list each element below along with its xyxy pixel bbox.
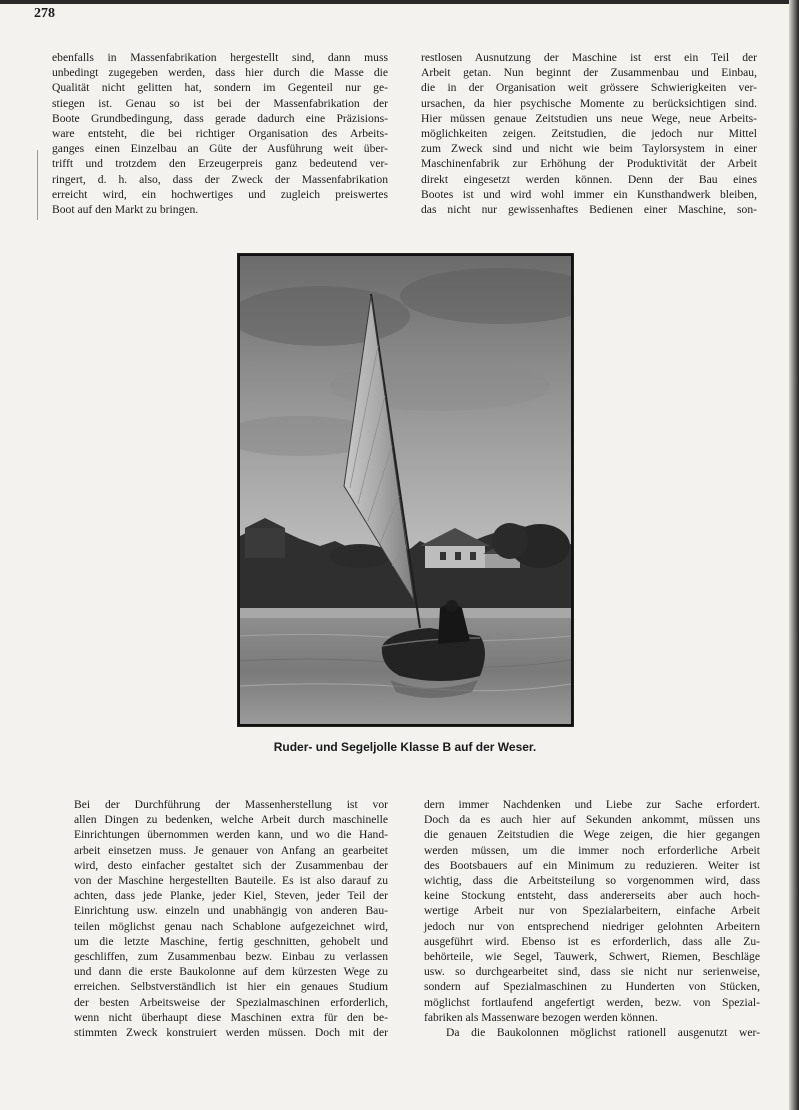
text-line: teilen möglichst genau nach Schablone aufgezeichnet wird, bbox=[74, 919, 388, 933]
text-line: wird, desto einfacher gestaltet sich der Zusammenbau der bbox=[74, 858, 388, 872]
text-line: Hier müssen genaue Zeitstudien uns neue Wege, neue Arbeits- bbox=[421, 111, 757, 125]
text-line: Arbeit getan. Nun beginnt der Zusammenbau und Einbau, bbox=[421, 66, 757, 80]
text-line: arbeit einsetzen muss. Je genauer von Anfang an gearbeitet bbox=[74, 843, 388, 857]
page-right-edge bbox=[789, 0, 799, 1110]
sailboat-photo-image bbox=[240, 256, 571, 724]
text-line: stiegen ist. Genau so ist bei der Massenfabrikation der bbox=[52, 96, 388, 110]
text-line: achten, dass jede Planke, jeder Kiel, Steven, jeder Teil der bbox=[74, 889, 388, 903]
text-line: wichtig, dass die Arbeitsteilung so vorgenommen wird, dass bbox=[424, 874, 760, 888]
text-line: Einrichtungen übernommen werden kann, und wo die Hand- bbox=[74, 828, 388, 842]
text-line: allen Dingen zu bedenken, welche Arbeit durch maschinelle bbox=[74, 813, 388, 827]
text-line: erreicht wird, ein hochwertiges und zugleich preiswertes bbox=[52, 187, 388, 201]
paragraph bbox=[421, 50, 757, 217]
text-column-bottom-left bbox=[52, 797, 388, 1040]
text-line: behörteile, wie Segel, Tauwerk, Schwert, Riemen, Beschläge bbox=[424, 950, 760, 964]
text-line: usw. so durchgearbeitet sind, dass sie nicht nur serienweise, bbox=[424, 965, 760, 979]
text-line: Einrichtung usw. einzeln und unabhängig von anderen Bau- bbox=[74, 904, 388, 918]
text-line: fabriken als Massenware bezogen werden können. bbox=[424, 1010, 658, 1024]
paragraph bbox=[424, 797, 760, 1025]
text-line: möglichst fortlaufend angefertigt werden, bezw. von Spezial- bbox=[424, 995, 760, 1009]
text-line: restlosen Ausnutzung der Maschine ist erst ein Teil der bbox=[421, 51, 757, 64]
text-line: erreichen. Selbstverständlich ist hier ein genaues Studium bbox=[74, 980, 388, 994]
paragraph bbox=[52, 797, 388, 1040]
page-number: 278 bbox=[34, 6, 55, 21]
text-line: jedoch nur von entsprechend niedriger gelohnten Arbeitern bbox=[424, 919, 760, 933]
text-column-top-right bbox=[421, 50, 757, 217]
text-line: Boote Grundbedingung, dass gerade dadurch eine Präzisions- bbox=[52, 111, 388, 125]
text-line: Bootes ist und wird wohl immer ein Kunsthandwerk bleiben, bbox=[421, 187, 757, 201]
text-line: Doch da es auch hier auf Sekunden ankommt, müssen uns bbox=[424, 813, 760, 827]
text-line: trifft und trotzdem den Erzeugerpreis ganz bedeutend ver- bbox=[52, 157, 388, 171]
text-line: ausgeführt wird. Ebenso ist es erforderlich, dass alle Zu- bbox=[424, 934, 760, 948]
paragraph bbox=[424, 1025, 760, 1040]
text-line: um die letzte Maschine, fertig geschnitten, gehobelt und bbox=[74, 934, 388, 948]
text-line: unbedingt zugegeben werden, dass hier durch die Masse die bbox=[52, 66, 388, 80]
text-line: möglichkeiten zeigen. Zeitstudien, die jedoch nur Mittel bbox=[421, 127, 757, 141]
text-line: Qualität nicht gelitten hat, sondern im Gegenteil nur ge- bbox=[52, 81, 388, 95]
text-column-top-left bbox=[52, 50, 388, 217]
text-line: ursachen, da hier psychische Momente zu berücksichtigen sind. bbox=[421, 96, 757, 110]
text-line: die in der Organisation weit grössere Schwierigkeiten ver- bbox=[421, 81, 757, 95]
text-line: des Bootsbauers auf ein Minimum zu reduzieren. Weiter ist bbox=[424, 858, 760, 872]
text-line: zum Zweck sind und nicht wie beim Taylorsystem in einer bbox=[421, 142, 757, 156]
text-line: wertige Arbeit nur von Spezialarbeitern, einfache Arbeit bbox=[424, 904, 760, 918]
text-line: Maschinenfabrik zur Erhöhung der Produktivität der Arbeit bbox=[421, 157, 757, 171]
text-line: ringert, d. h. also, dass der Zweck der Massenfabrikation bbox=[52, 172, 388, 186]
text-line: Bei der Durchführung der Massenherstellung ist vor bbox=[74, 798, 388, 811]
text-line: Da die Baukolonnen möglichst rationell ausgenutzt wer- bbox=[446, 1026, 760, 1040]
page-top-edge bbox=[0, 0, 799, 4]
text-line: Boot auf den Markt zu bringen. bbox=[52, 203, 199, 217]
text-line: wenn nicht überhaupt diese Maschinen extra für den be- bbox=[74, 1010, 388, 1024]
figure-caption: Ruder- und Segeljolle Klasse B auf der Weser. bbox=[273, 740, 537, 754]
sailboat-photograph bbox=[237, 253, 574, 727]
paragraph bbox=[52, 50, 388, 217]
text-line: direkt eingesetzt werden können. Denn der Bau eines bbox=[421, 172, 757, 186]
text-line: der besten Arbeitsweise der Spezialmaschinen erforderlich, bbox=[74, 995, 388, 1009]
text-column-bottom-right bbox=[424, 797, 760, 1040]
text-line: und dann die erste Baukolonne auf dem kürzesten Wege zu bbox=[74, 965, 388, 979]
text-line: ganges einen Einzelbau an Güte der Ausführung weit über- bbox=[52, 142, 388, 156]
text-line: sondern auf Spezialmaschinen zu Hunderten von Stücken, bbox=[424, 980, 760, 994]
text-line: geschliffen, zum Zusammenbau bezw. Einbau zu verlassen bbox=[74, 950, 388, 964]
text-line: werden müssen, um die immer noch erforderliche Arbeit bbox=[424, 843, 760, 857]
text-line: von der Maschine hergestellten Bauteile. Es ist also darauf zu bbox=[74, 874, 388, 888]
text-line: die genauen Zeitstudien die Wege zeigen, die hier gegangen bbox=[424, 828, 760, 842]
text-line: ebenfalls in Massenfabrikation hergestellt sind, dann muss bbox=[52, 51, 388, 64]
text-line: keine Stockung entsteht, dass andererseits aber auch hoch- bbox=[424, 889, 760, 903]
text-line: stimmten Zweck konstruiert werden müssen. Doch mit der bbox=[74, 1026, 388, 1040]
margin-pencil-mark bbox=[37, 150, 46, 220]
text-line: ware entsteht, die bei richtiger Organisation des Arbeits- bbox=[52, 127, 388, 141]
text-line: das nicht nur gewissenhaftes Bedienen einer Maschine, son- bbox=[421, 203, 757, 217]
text-line: dern immer Nachdenken und Liebe zur Sache erfordert. bbox=[424, 798, 760, 811]
